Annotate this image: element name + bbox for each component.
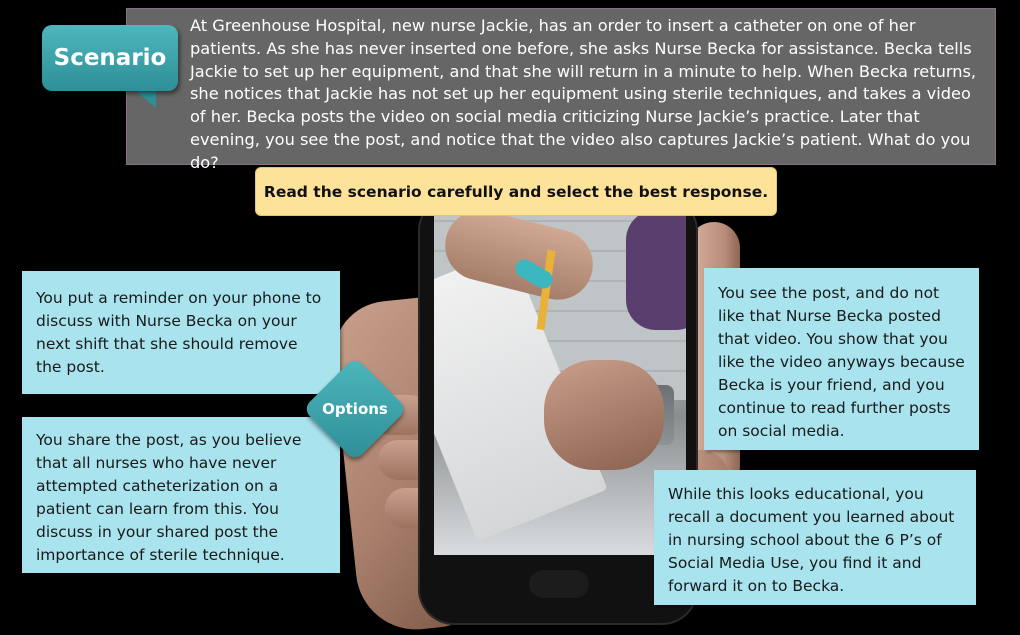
option-text: You put a reminder on your phone to discuss with Nurse Becka on your next shift that she should remove the post.	[36, 289, 322, 376]
phone-home-button	[529, 570, 589, 598]
instruction-banner: Read the scenario carefully and select the best response.	[255, 167, 777, 216]
option-card-4[interactable]	[654, 470, 976, 605]
options-label: Options	[322, 400, 388, 418]
scenario-tag: Scenario	[42, 25, 178, 91]
screen-sleeve	[626, 210, 686, 330]
option-text: You share the post, as you believe that all nurses who have never attempted catheterization on a patient can learn from this. You discuss in your shared post the importance of sterile technique.	[36, 431, 302, 564]
option-card-2[interactable]	[22, 417, 340, 573]
option-text: While this looks educational, you recall a document you learned about in nursing school about the 6 P’s of Social Media Use, you find it and forward it on to Becka.	[668, 485, 955, 595]
screen-hand	[544, 360, 664, 470]
option-card-3[interactable]	[704, 268, 979, 450]
option-text: You see the post, and do not like that Nurse Becka posted that video. You show that you like the video anyways because Becka is your friend, and you continue to read further posts on social media.	[718, 284, 965, 440]
scenario-text: At Greenhouse Hospital, new nurse Jackie, has an order to insert a catheter on one of her patients. As she has never inserted one before, she asks Nurse Becka for assistance. Becka tells Jackie to set up her equipment, and that she will return in a minute to help. When Becka returns, she notices that Jackie has not set up her equipment using sterile techniques, and takes a video of her. Becka posts the video on social media criticizing Nurse Jackie’s practice. Later that evening, you see the post, and notice that the video also captures Jackie’s patient. What do you do?	[190, 16, 977, 172]
option-card-1[interactable]	[22, 271, 340, 394]
phone-screen-image	[434, 210, 686, 555]
